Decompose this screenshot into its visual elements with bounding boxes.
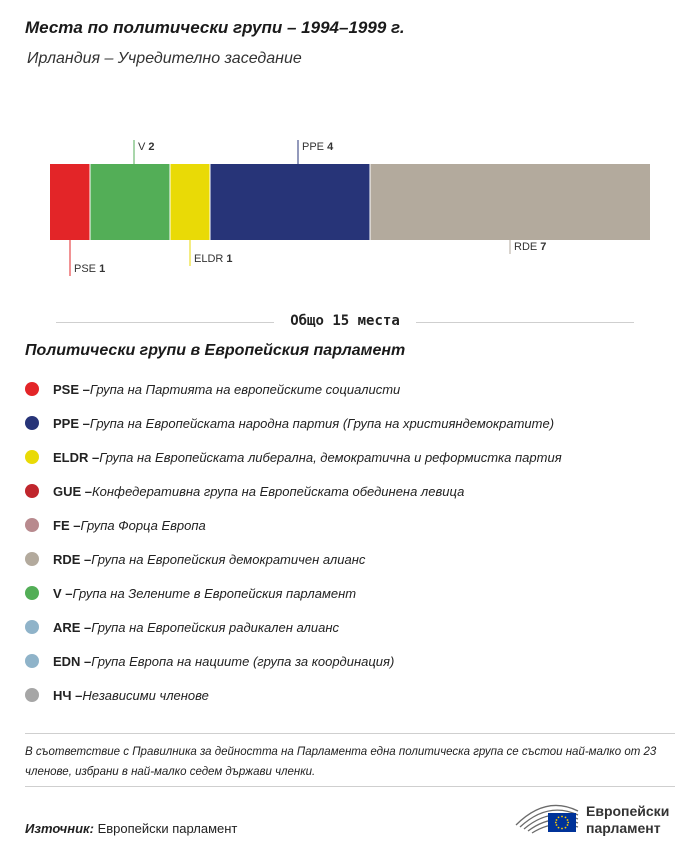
- source-label: Източник:: [25, 821, 94, 836]
- legend-desc: Група Форца Европа: [80, 517, 206, 533]
- bar-segment-pse: [50, 164, 90, 240]
- legend-dot-icon: [25, 654, 39, 668]
- legend-desc: Група Европа на нациите (група за координация): [91, 653, 395, 669]
- legend-desc: Група на Европейския демократичен алианс: [91, 551, 366, 567]
- legend-abbr: RDE –: [53, 551, 92, 567]
- segment-label-v: V 2: [138, 141, 155, 153]
- legend-dot-icon: [25, 620, 39, 634]
- legend-abbr: PPE –: [53, 415, 90, 431]
- logo-line-2: парламент: [586, 820, 661, 836]
- legend-dot-icon: [25, 688, 39, 702]
- legend-item: [25, 440, 562, 474]
- footnote: В съответствие с Правилника за дейността на Парламента една политическа група се състои най-малко от 23 членове, избрани в най-малко седем държави членки.: [25, 746, 657, 778]
- legend-item: [25, 610, 562, 644]
- legend-desc: Група на Зелените в Европейския парламент: [72, 585, 357, 601]
- bar-segment-ppe: [210, 164, 370, 240]
- legend-item: [25, 372, 562, 406]
- legend-desc: Група на Европейската народна партия (Група на християндемократите): [89, 415, 555, 431]
- legend-desc: Конфедеративна група на Европейската обединена левица: [92, 483, 465, 499]
- legend-desc: Група на Европейския радикален алианс: [91, 619, 339, 635]
- segment-label-rde: RDE 7: [514, 241, 547, 253]
- segment-label-eldr: ELDR 1: [194, 253, 233, 265]
- total-seats-label: Общо 15 места: [278, 313, 412, 329]
- logo-line-1: Европейски: [586, 803, 670, 819]
- legend-dot-icon: [25, 416, 39, 430]
- seat-distribution-chart: [0, 130, 700, 290]
- page-subtitle: Ирландия – Учредително заседание: [27, 50, 302, 67]
- legend-desc: Група на Партията на европейските социалисти: [89, 381, 401, 397]
- legend-dot-icon: [25, 450, 39, 464]
- legend-item: [25, 508, 562, 542]
- legend-abbr: PSE –: [53, 381, 90, 397]
- legend-item: [25, 576, 562, 610]
- legend: [25, 372, 562, 712]
- legend-item: [25, 644, 562, 678]
- source-line: [25, 821, 237, 836]
- legend-item: [25, 406, 562, 440]
- legend-abbr: НЧ –: [53, 687, 83, 703]
- page-title: Места по политически групи – 1994–1999 г.: [25, 18, 405, 37]
- bar-segment-eldr: [170, 164, 210, 240]
- logo-text: [586, 803, 669, 837]
- legend-item: [25, 542, 562, 576]
- legend-dot-icon: [25, 552, 39, 566]
- bar-segment-v: [90, 164, 170, 240]
- legend-abbr: GUE –: [53, 483, 93, 499]
- legend-abbr: V –: [53, 585, 73, 601]
- source-value: Европейски парламент: [93, 821, 238, 836]
- legend-item: [25, 678, 562, 712]
- segment-label-ppe: PPE 4: [302, 141, 334, 153]
- legend-dot-icon: [25, 382, 39, 396]
- legend-item: [25, 474, 562, 508]
- legend-desc: Група на Европейската либерална, демократична и реформистка партия: [99, 449, 562, 465]
- legend-dot-icon: [25, 586, 39, 600]
- legend-abbr: ELDR –: [53, 449, 100, 465]
- legend-abbr: FE –: [53, 517, 81, 533]
- legend-dot-icon: [25, 518, 39, 532]
- legend-desc: Независими членове: [82, 687, 209, 703]
- bar-segment-rde: [370, 164, 650, 240]
- legend-heading: Политически групи в Европейския парламент: [25, 342, 406, 359]
- divider: [25, 786, 675, 787]
- total-seats: [56, 312, 634, 332]
- legend-abbr: ARE –: [53, 619, 92, 635]
- segment-label-pse: PSE 1: [74, 263, 106, 275]
- legend-dot-icon: [25, 484, 39, 498]
- divider: [25, 733, 675, 734]
- legend-abbr: EDN –: [53, 653, 92, 669]
